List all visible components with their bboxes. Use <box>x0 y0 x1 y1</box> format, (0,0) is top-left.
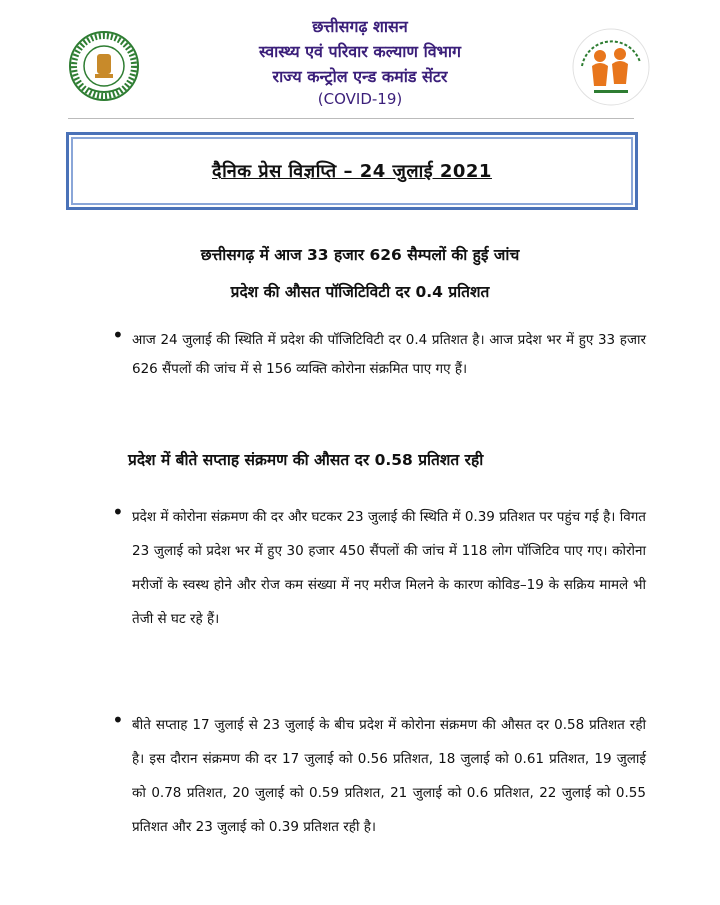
swasth-chhattisgarh-logo <box>570 26 652 108</box>
paragraph-1: आज 24 जुलाई की स्थिति में प्रदेश की पॉजिटिविटी दर 0.4 प्रतिशत है। आज प्रदेश भर में हुए 33 हजार 626 सैंपलों की जांच में से 156 व्यक्ति कोरोना संक्रमित पाए गए हैं। <box>132 332 646 377</box>
subheading: प्रदेश में बीते सप्ताह संक्रमण की औसत दर 0.58 प्रतिशत रही <box>128 451 484 469</box>
bullet-1: • <box>112 323 124 347</box>
headline-1: छत्तीसगढ़ में आज 33 हजार 626 सैम्पलों की हुई जांच <box>200 246 520 264</box>
bullet-2: • <box>112 500 124 524</box>
press-release-title-box <box>66 132 638 210</box>
press-release-title: दैनिक प्रेस विज्ञप्ति – 24 जुलाई 2021 <box>212 161 492 182</box>
header-text-block <box>190 14 530 109</box>
bullet-3: • <box>112 708 124 732</box>
headline-2: प्रदेश की औसत पॉजिटिविटी दर 0.4 प्रतिशत <box>230 283 490 301</box>
header-divider <box>68 118 634 119</box>
header-line-1: छत्तीसगढ़ शासन <box>312 17 408 36</box>
header-line-2: स्वास्थ्य एवं परिवार कल्याण विभाग <box>258 42 462 61</box>
document-header <box>0 0 720 120</box>
chhattisgarh-govt-emblem-logo <box>68 30 140 102</box>
paragraph-2: प्रदेश में कोरोना संक्रमण की दर और घटकर 23 जुलाई की स्थिति में 0.39 प्रतिशत पर पहुंच गई है। विगत 23 जुलाई को प्रदेश भर में हुए 30 हजार 450 सैंपलों की जांच में 118 लोग पॉजिटिव पाए गए। कोरोना मरीजों के स्वस्थ होने और रोज कम संख्या में नए मरीज मिलने के कारण कोविड–19 के सक्रिय मामले भी तेजी से घट रहे हैं। <box>132 509 646 627</box>
header-line-3: राज्य कन्ट्रोल एन्ड कमांड सेंटर <box>272 67 448 86</box>
paragraph-3: बीते सप्ताह 17 जुलाई से 23 जुलाई के बीच प्रदेश में कोरोना संक्रमण की औसत दर 0.58 प्रतिशत रही है। इस दौरान संक्रमण की दर 17 जुलाई को 0.56 प्रतिशत, 18 जुलाई को 0.61 प्रतिशत, 19 जुलाई को 0.78 प्रतिशत, 20 जुलाई को 0.59 प्रतिशत, 21 जुलाई को 0.6 प्रतिशत, 22 जुलाई को 0.55 प्रतिशत और 23 जुलाई को 0.39 प्रतिशत रही है। <box>132 717 646 835</box>
header-line-4: (COVID-19) <box>317 90 403 108</box>
